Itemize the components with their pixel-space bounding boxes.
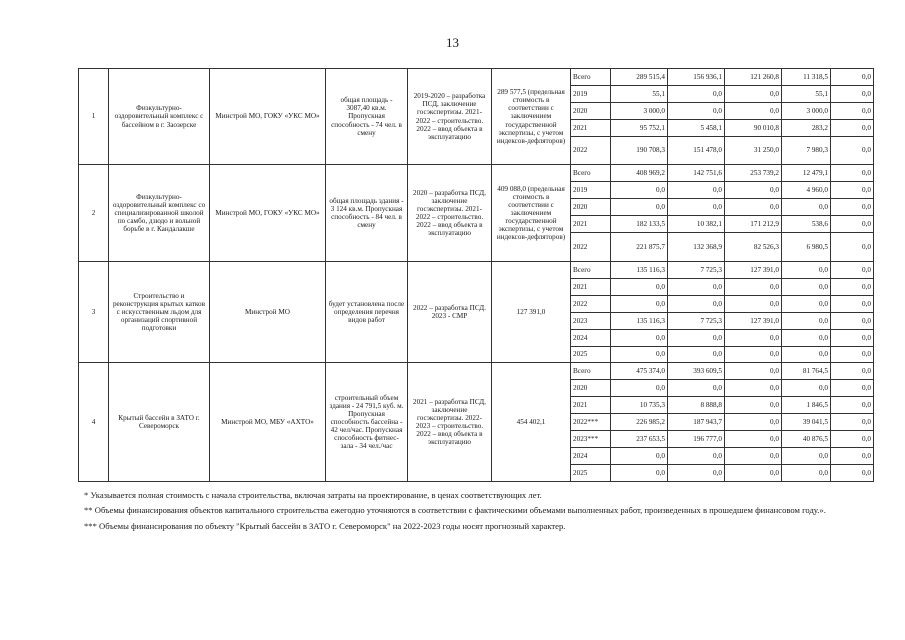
amount-cell: 11 318,5 xyxy=(782,69,831,86)
project-name: Физкультурно-оздоровительный комплекс со специализированной школой по самбо, дзюдо и вольной борьбе в г. Кандалакше xyxy=(109,165,210,262)
amount-cell: 0,0 xyxy=(668,86,725,103)
project-name: Физкультурно-оздоровительный комплекс с бассейном в г. Заозерске xyxy=(109,69,210,165)
table-row xyxy=(79,69,874,86)
amount-cell: 156 936,1 xyxy=(668,69,725,86)
project-cost: 289 577,5 (предельная стоимость в соответствии с заключением государственной экспертизы, с учетом индексов-дефляторов) xyxy=(492,69,571,165)
amount-cell: 0,0 xyxy=(782,380,831,397)
amount-cell: 0,0 xyxy=(831,313,874,330)
year-cell: 2023*** xyxy=(571,431,611,448)
amount-cell: 135 116,3 xyxy=(611,313,668,330)
amount-cell: 0,0 xyxy=(725,86,782,103)
project-number: 3 xyxy=(79,262,109,363)
amount-cell: 95 752,1 xyxy=(611,120,668,137)
amount-cell: 39 041,5 xyxy=(782,414,831,431)
amount-cell: 0,0 xyxy=(782,465,831,482)
project-capacity: общая площадь здания - 3 124 кв.м. Пропускная способность - 84 чел. в смену xyxy=(326,165,408,262)
project-cost: 409 088,0 (предельная стоимость в соответствии с заключением государственной экспертизы, с учетом индексов-дефляторов) xyxy=(492,165,571,262)
project-capacity: строительный объем здания - 24 791,5 куб. м. Пропускная способность бассейна - 42 чел/час. Пропускная способность фитнес-зала - 34 чел./час xyxy=(326,363,408,482)
amount-cell: 393 609,5 xyxy=(668,363,725,380)
amount-cell: 408 969,2 xyxy=(611,165,668,182)
amount-cell: 90 010,8 xyxy=(725,120,782,137)
table-row xyxy=(79,262,874,279)
amount-cell: 475 374,0 xyxy=(611,363,668,380)
amount-cell: 0,0 xyxy=(611,296,668,313)
year-cell: 2020 xyxy=(571,103,611,120)
amount-cell: 0,0 xyxy=(831,279,874,296)
amount-cell: 81 764,5 xyxy=(782,363,831,380)
amount-cell: 0,0 xyxy=(782,296,831,313)
amount-cell: 0,0 xyxy=(831,86,874,103)
amount-cell: 0,0 xyxy=(782,262,831,279)
amount-cell: 3 000,0 xyxy=(611,103,668,120)
amount-cell: 171 212,9 xyxy=(725,216,782,233)
amount-cell: 0,0 xyxy=(831,330,874,347)
amount-cell: 6 980,5 xyxy=(782,233,831,262)
amount-cell: 0,0 xyxy=(831,296,874,313)
amount-cell: 0,0 xyxy=(831,199,874,216)
amount-cell: 55,1 xyxy=(782,86,831,103)
amount-cell: 10 735,3 xyxy=(611,397,668,414)
year-cell: 2022 xyxy=(571,233,611,262)
amount-cell: 0,0 xyxy=(831,137,874,165)
project-capacity: будет установлена после определения перечня видов работ xyxy=(326,262,408,363)
amount-cell: 0,0 xyxy=(725,330,782,347)
amount-cell: 0,0 xyxy=(668,103,725,120)
amount-cell: 0,0 xyxy=(831,380,874,397)
project-customer: Минстрой МО, ГОКУ «УКС МО» xyxy=(210,69,326,165)
project-customer: Минстрой МО, ГОКУ «УКС МО» xyxy=(210,165,326,262)
amount-cell: 253 739,2 xyxy=(725,165,782,182)
amount-cell: 132 368,9 xyxy=(668,233,725,262)
amount-cell: 0,0 xyxy=(831,262,874,279)
amount-cell: 0,0 xyxy=(725,380,782,397)
year-cell: 2024 xyxy=(571,330,611,347)
amount-cell: 0,0 xyxy=(831,103,874,120)
amount-cell: 0,0 xyxy=(725,465,782,482)
amount-cell: 0,0 xyxy=(782,313,831,330)
amount-cell: 127 391,0 xyxy=(725,313,782,330)
amount-cell: 289 515,4 xyxy=(611,69,668,86)
amount-cell: 31 250,0 xyxy=(725,137,782,165)
footnote-2: ** Объемы финансирования объектов капитального строительства ежегодно уточняются в соответствии с фактическими объемами выполненных работ, произведенных в прошедшем финансовом году.». xyxy=(84,505,826,516)
amount-cell: 283,2 xyxy=(782,120,831,137)
year-cell: 2022*** xyxy=(571,414,611,431)
year-cell: 2024 xyxy=(571,448,611,465)
amount-cell: 0,0 xyxy=(831,414,874,431)
amount-cell: 7 725,3 xyxy=(668,262,725,279)
year-cell: 2023 xyxy=(571,313,611,330)
amount-cell: 3 000,0 xyxy=(782,103,831,120)
financing-table xyxy=(78,68,874,482)
project-timeline: 2019-2020 – разработка ПСД, заключение госэкспертизы. 2021-2022 – строительство. 2022 – ввод объекта в эксплуатацию xyxy=(408,69,492,165)
year-cell: 2020 xyxy=(571,380,611,397)
amount-cell: 55,1 xyxy=(611,86,668,103)
year-cell: 2019 xyxy=(571,86,611,103)
project-cost: 127 391,0 xyxy=(492,262,571,363)
amount-cell: 0,0 xyxy=(831,120,874,137)
amount-cell: 0,0 xyxy=(611,182,668,199)
table-body xyxy=(79,69,874,482)
project-name: Крытый бассейн в ЗАТО г. Североморск xyxy=(109,363,210,482)
amount-cell: 82 526,3 xyxy=(725,233,782,262)
amount-cell: 0,0 xyxy=(782,448,831,465)
amount-cell: 0,0 xyxy=(831,363,874,380)
amount-cell: 135 116,3 xyxy=(611,262,668,279)
footnotes xyxy=(84,490,879,536)
table-row xyxy=(79,363,874,380)
amount-cell: 190 708,3 xyxy=(611,137,668,165)
amount-cell: 4 960,0 xyxy=(782,182,831,199)
amount-cell: 1 846,5 xyxy=(782,397,831,414)
amount-cell: 0,0 xyxy=(611,330,668,347)
amount-cell: 196 777,0 xyxy=(668,431,725,448)
amount-cell: 7 725,3 xyxy=(668,313,725,330)
amount-cell: 182 133,5 xyxy=(611,216,668,233)
project-capacity: общая площадь - 3087,40 кв.м. Пропускная способность - 74 чел. в смену xyxy=(326,69,408,165)
project-number: 1 xyxy=(79,69,109,165)
project-timeline: 2020 – разработка ПСД, заключение госэкспертизы. 2021-2022 – строительство. 2022 – ввод объекта в эксплуатацию xyxy=(408,165,492,262)
amount-cell: 221 875,7 xyxy=(611,233,668,262)
amount-cell: 0,0 xyxy=(668,465,725,482)
year-cell: 2021 xyxy=(571,279,611,296)
footnote-1: * Указывается полная стоимость с начала строительства, включая затраты на проектирование, в ценах соответствующих лет. xyxy=(84,490,542,500)
amount-cell: 151 478,0 xyxy=(668,137,725,165)
amount-cell: 0,0 xyxy=(725,279,782,296)
page-number: 13 xyxy=(446,35,459,50)
amount-cell: 0,0 xyxy=(782,199,831,216)
amount-cell: 0,0 xyxy=(725,363,782,380)
amount-cell: 8 888,8 xyxy=(668,397,725,414)
amount-cell: 0,0 xyxy=(725,397,782,414)
amount-cell: 226 985,2 xyxy=(611,414,668,431)
amount-cell: 0,0 xyxy=(831,233,874,262)
amount-cell: 0,0 xyxy=(831,431,874,448)
amount-cell: 0,0 xyxy=(831,465,874,482)
year-cell: Всего xyxy=(571,363,611,380)
year-cell: 2019 xyxy=(571,182,611,199)
amount-cell: 0,0 xyxy=(782,279,831,296)
year-cell: 2021 xyxy=(571,397,611,414)
year-cell: 2021 xyxy=(571,120,611,137)
amount-cell: 0,0 xyxy=(725,448,782,465)
amount-cell: 0,0 xyxy=(611,279,668,296)
amount-cell: 0,0 xyxy=(611,199,668,216)
amount-cell: 0,0 xyxy=(668,347,725,363)
amount-cell: 40 876,5 xyxy=(782,431,831,448)
amount-cell: 0,0 xyxy=(611,465,668,482)
project-number: 2 xyxy=(79,165,109,262)
amount-cell: 0,0 xyxy=(668,279,725,296)
year-cell: Всего xyxy=(571,69,611,86)
amount-cell: 0,0 xyxy=(725,182,782,199)
year-cell: 2022 xyxy=(571,296,611,313)
year-cell: 2025 xyxy=(571,465,611,482)
project-timeline: 2022 – разработка ПСД. 2023 - СМР xyxy=(408,262,492,363)
project-number: 4 xyxy=(79,363,109,482)
amount-cell: 538,6 xyxy=(782,216,831,233)
amount-cell: 0,0 xyxy=(611,448,668,465)
year-cell: Всего xyxy=(571,165,611,182)
amount-cell: 0,0 xyxy=(831,448,874,465)
amount-cell: 0,0 xyxy=(782,330,831,347)
amount-cell: 5 458,1 xyxy=(668,120,725,137)
project-customer: Минстрой МО, МБУ «АХТО» xyxy=(210,363,326,482)
amount-cell: 0,0 xyxy=(668,448,725,465)
amount-cell: 237 653,5 xyxy=(611,431,668,448)
project-customer: Минстрой МО xyxy=(210,262,326,363)
amount-cell: 127 391,0 xyxy=(725,262,782,279)
amount-cell: 0,0 xyxy=(611,347,668,363)
year-cell: 2021 xyxy=(571,216,611,233)
footnote-3: *** Объемы финансирования по объекту "Крытый бассейн в ЗАТО г. Североморск" на 2022-2023 годы носят прогнозный характер. xyxy=(84,520,566,531)
amount-cell: 0,0 xyxy=(725,199,782,216)
amount-cell: 0,0 xyxy=(782,347,831,363)
amount-cell: 187 943,7 xyxy=(668,414,725,431)
project-name: Строительство и реконструкция крытых катков с искусственным льдом для организаций спортивной подготовки xyxy=(109,262,210,363)
year-cell: Всего xyxy=(571,262,611,279)
amount-cell: 0,0 xyxy=(725,431,782,448)
amount-cell: 0,0 xyxy=(668,199,725,216)
amount-cell: 142 751,6 xyxy=(668,165,725,182)
amount-cell: 0,0 xyxy=(668,182,725,199)
amount-cell: 12 479,1 xyxy=(782,165,831,182)
amount-cell: 0,0 xyxy=(831,182,874,199)
amount-cell: 0,0 xyxy=(831,165,874,182)
amount-cell: 7 980,3 xyxy=(782,137,831,165)
project-cost: 454 402,1 xyxy=(492,363,571,482)
amount-cell: 0,0 xyxy=(725,103,782,120)
amount-cell: 0,0 xyxy=(831,69,874,86)
year-cell: 2025 xyxy=(571,347,611,363)
year-cell: 2022 xyxy=(571,137,611,165)
amount-cell: 0,0 xyxy=(725,347,782,363)
project-timeline: 2021 – разработка ПСД, заключение госэкспертизы. 2022-2023 – строительство. 2022 – ввод объекта в эксплуатацию xyxy=(408,363,492,482)
amount-cell: 10 382,1 xyxy=(668,216,725,233)
amount-cell: 0,0 xyxy=(725,296,782,313)
amount-cell: 0,0 xyxy=(725,414,782,431)
table-row xyxy=(79,165,874,182)
amount-cell: 0,0 xyxy=(831,347,874,363)
year-cell: 2020 xyxy=(571,199,611,216)
amount-cell: 0,0 xyxy=(668,330,725,347)
amount-cell: 0,0 xyxy=(831,397,874,414)
amount-cell: 121 260,8 xyxy=(725,69,782,86)
amount-cell: 0,0 xyxy=(668,380,725,397)
amount-cell: 0,0 xyxy=(611,380,668,397)
amount-cell: 0,0 xyxy=(831,216,874,233)
amount-cell: 0,0 xyxy=(668,296,725,313)
